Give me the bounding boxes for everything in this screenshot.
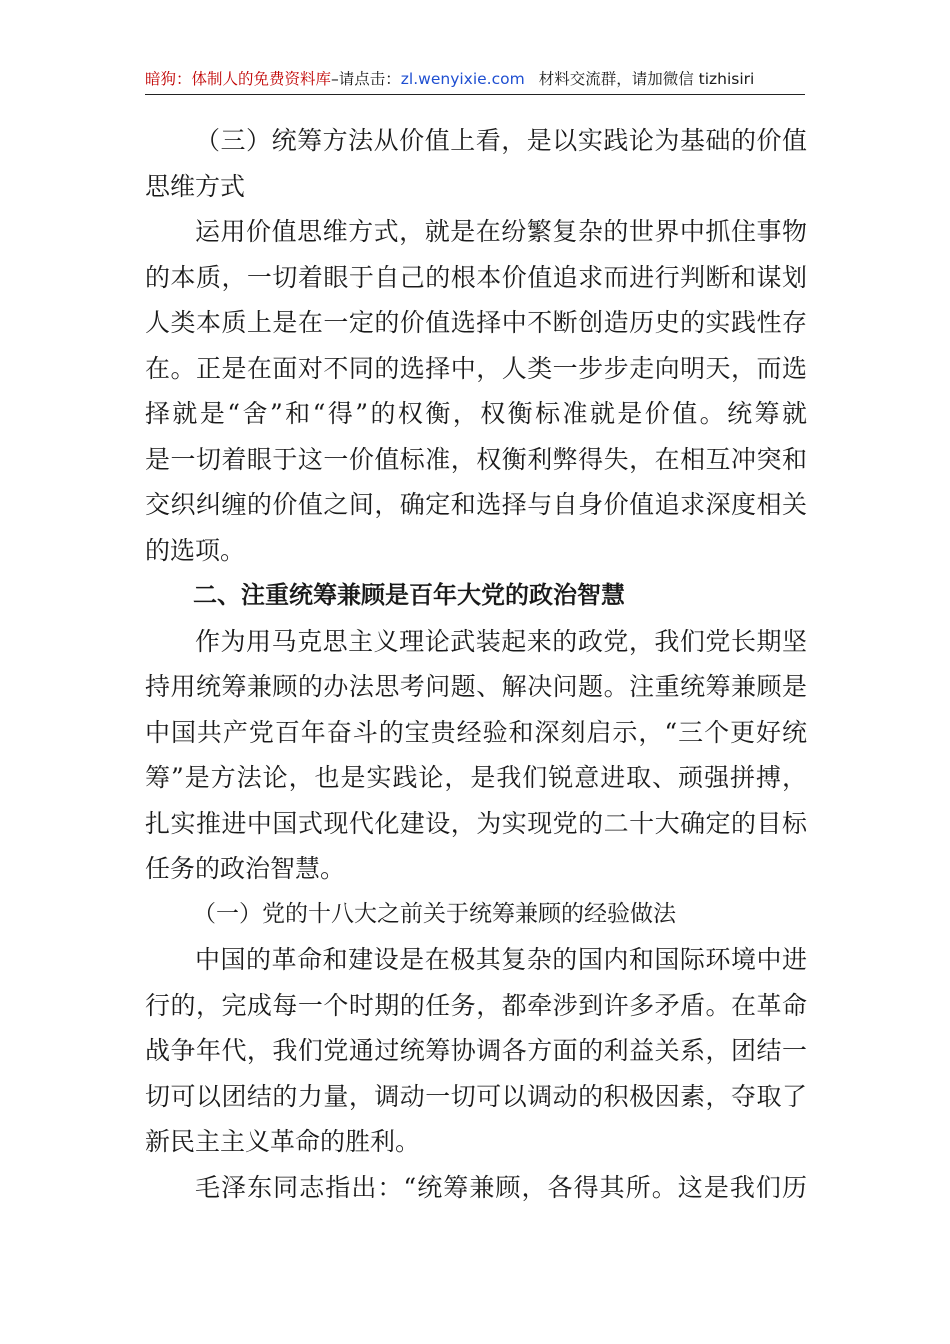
header-brand: 暗狗：体制人的免费资料库 [145, 70, 332, 88]
paragraph-1 [145, 209, 807, 573]
paragraph-3 [145, 937, 807, 1165]
text-line: 在。正是在面对不同的选择中，人类一步步走向明天，而选 [145, 353, 807, 383]
chapter-heading: 二、注重统筹兼顾是百年大党的政治智慧 [193, 581, 625, 609]
text-line: 毛泽东同志指出：“统筹兼顾，各得其所。这是我们历 [195, 1172, 807, 1202]
text-line: 交织纠缠的价值之间，确定和选择与自身价值追求深度相关 [145, 490, 807, 519]
text-line: 新民主主义革命的胜利。 [145, 1127, 421, 1156]
text-line: 持用统筹兼顾的办法思考问题、解决问题。注重统筹兼顾是 [145, 672, 807, 701]
section-heading-3 [145, 118, 807, 209]
paragraph-2 [145, 619, 807, 892]
paragraph-4 [145, 1165, 807, 1211]
text-line: 切可以团结的力量，调动一切可以调动的积极因素，夺取了 [145, 1081, 807, 1111]
text-line: 运用价值思维方式，就是在纷繁复杂的世界中抓住事物 [195, 217, 807, 246]
text-line: 中国的革命和建设是在极其复杂的国内和国际环境中进 [195, 945, 807, 974]
text-line: 的选项。 [145, 535, 246, 565]
header-prompt: –请点击： [331, 70, 401, 88]
text-line: 中国共产党百年奋斗的宝贵经验和深刻启示，“三个更好统 [145, 717, 807, 747]
page-header [145, 64, 805, 95]
text-line: 任务的政治智慧。 [145, 854, 346, 883]
header-contact: 材料交流群，请加微信 tizhisiri [538, 70, 755, 88]
text-line: 行的，完成每一个时期的任务，都牵涉到许多矛盾。在革命 [145, 990, 807, 1020]
section-heading-1: （一）党的十八大之前关于统筹兼顾的经验做法 [193, 900, 676, 927]
text-line: 扎实推进中国式现代化建设，为实现党的二十大确定的目标 [145, 808, 807, 838]
heading-line: 思维方式 [145, 171, 246, 201]
text-line: 人类本质上是在一定的价值选择中不断创造历史的实践性存 [145, 308, 807, 337]
text-line: 筹”是方法论，也是实践论，是我们锐意进取、顽强拼搏， [145, 763, 807, 792]
text-line: 作为用马克思主义理论武装起来的政党，我们党长期坚 [195, 626, 807, 656]
document-body [145, 118, 807, 1210]
text-line: 是一切着眼于这一价值标准，权衡利弊得失，在相互冲突和 [145, 444, 807, 474]
heading-line: （三）统筹方法从价值上看，是以实践论为基础的价值 [195, 126, 807, 155]
header-link[interactable]: zl.wenyixie.com [400, 70, 525, 88]
text-line: 战争年代，我们党通过统筹协调各方面的利益关系，团结一 [145, 1036, 807, 1065]
text-line: 择就是“舍”和“得”的权衡，权衡标准就是价值。统筹就 [145, 399, 807, 428]
text-line: 的本质，一切着眼于自己的根本价值追求而进行判断和谋划 [145, 262, 807, 292]
